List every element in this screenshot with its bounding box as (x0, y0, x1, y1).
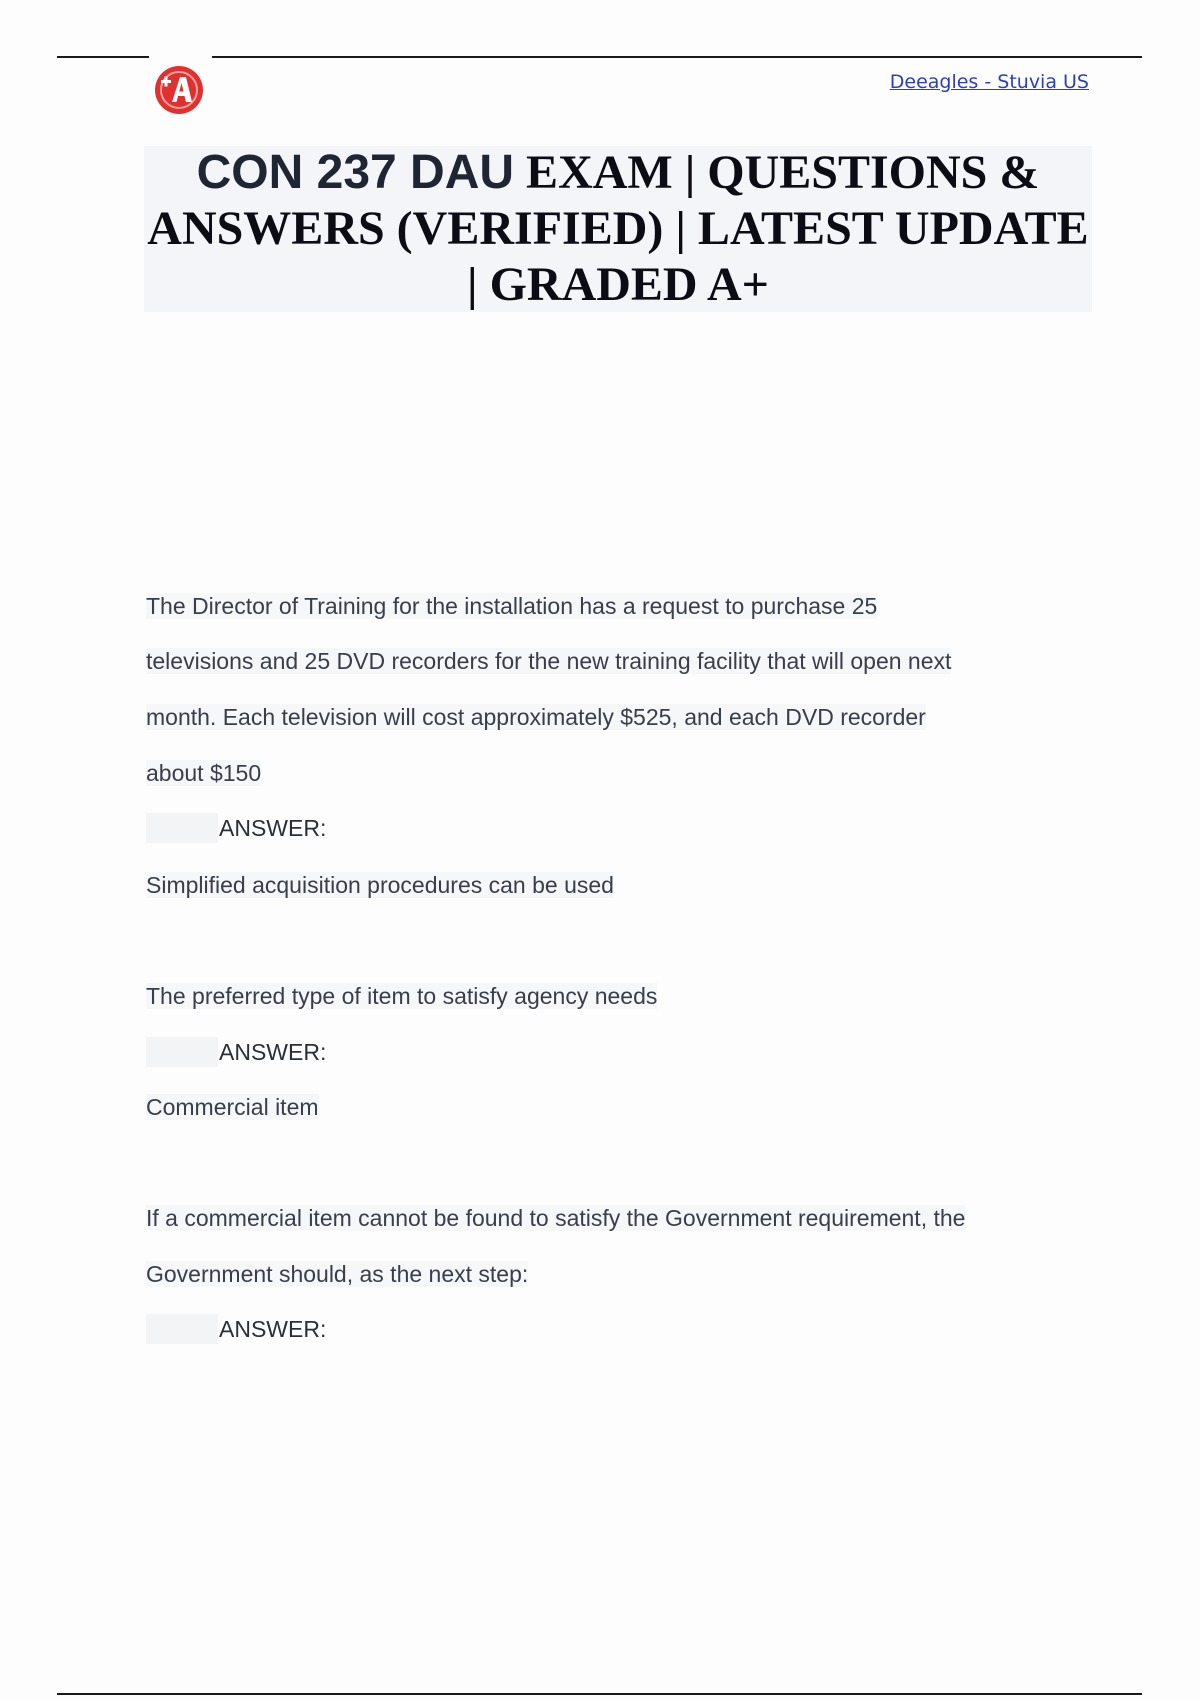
author-link[interactable]: Deeagles - Stuvia US (889, 71, 1089, 93)
header-rule-left (57, 56, 149, 58)
header-rule-right (212, 56, 1142, 58)
question-3-answer-label: ANSWER: (146, 1314, 332, 1344)
question-1-line-1: The Director of Training for the installation has a request to purchase 25 (146, 593, 878, 619)
a-plus-badge-icon (152, 64, 206, 116)
question-3-line-1: If a commercial item cannot be found to satisfy the Government requirement, the (146, 1205, 966, 1231)
page-title (144, 145, 1092, 313)
question-2-line-1: The preferred type of item to satisfy agency needs (146, 983, 658, 1009)
question-1-answer: Simplified acquisition procedures can be used (146, 872, 614, 898)
question-1-answer-label: ANSWER: (146, 813, 332, 843)
question-1-line-4: about $150 (146, 760, 262, 786)
page-title-rest: EXAM | QUESTIONS & ANSWERS (VERIFIED) | LATEST UPDATE | GRADED A+ (147, 146, 1089, 311)
question-1-line-2: televisions and 25 DVD recorders for the new training facility that will open next (146, 648, 952, 674)
question-2-answer: Commercial item (146, 1094, 319, 1120)
page-title-course-code: CON 237 DAU (196, 146, 515, 199)
footer-rule (57, 1693, 1142, 1695)
title-box (144, 146, 1092, 312)
question-1-line-3: month. Each television will cost approximately $525, and each DVD recorder (146, 704, 926, 730)
question-3-line-2: Government should, as the next step: (146, 1261, 529, 1287)
question-2-answer-label: ANSWER: (146, 1037, 332, 1067)
